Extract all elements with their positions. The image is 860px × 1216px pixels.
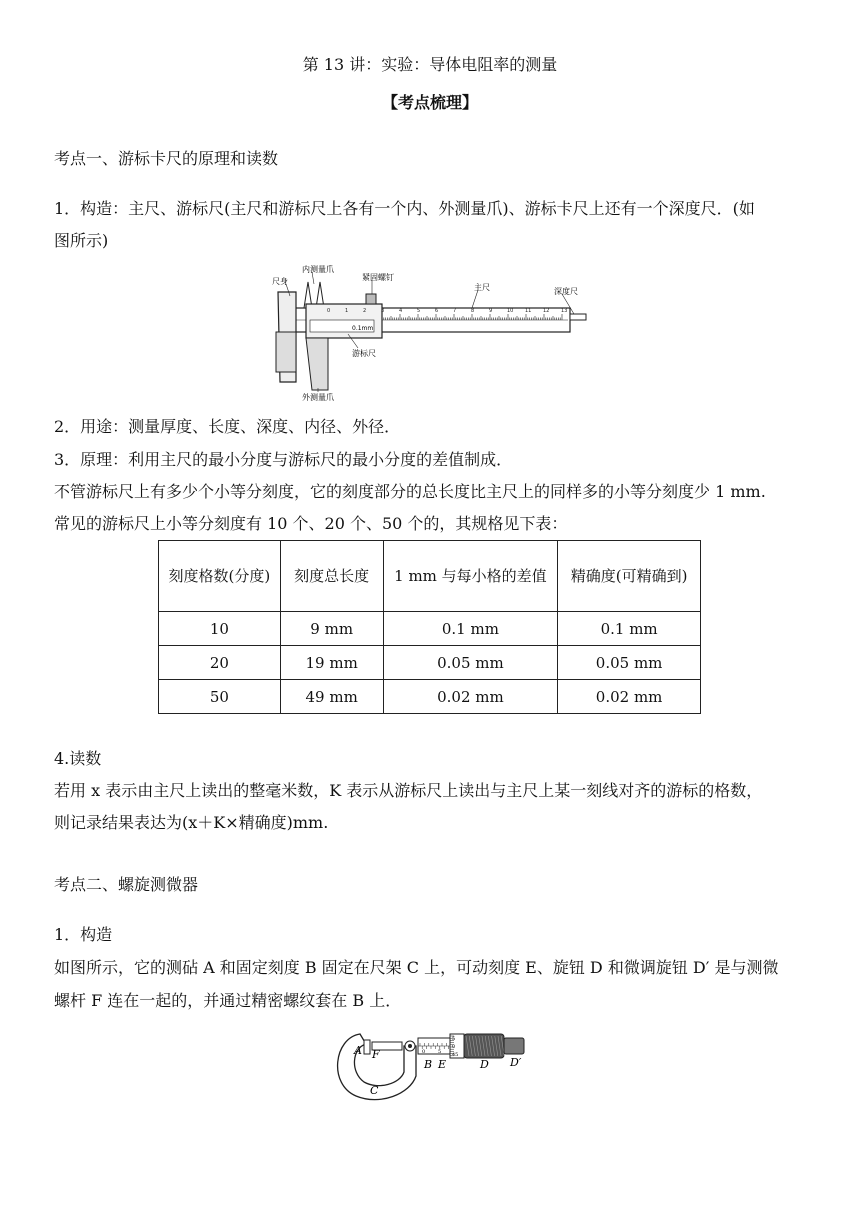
table-cell: 9 mm	[280, 612, 383, 646]
main-scale-number: 11	[525, 308, 532, 314]
reading-heading: 4.读数	[54, 749, 102, 768]
thimble-number: 45	[452, 1052, 459, 1058]
main-scale-number: 6	[435, 308, 439, 314]
table-cell: 0.1 mm	[383, 612, 558, 646]
main-scale-number: 9	[489, 308, 493, 314]
table-cell: 20	[159, 646, 281, 680]
main-scale-number: 8	[471, 308, 475, 314]
main-scale-number: 5	[417, 308, 421, 314]
reading-line1: 若用 x 表示由主尺上读出的整毫米数，K 表示从游标尺上读出与主尺上某一刻线对齐的游标的格数，	[54, 781, 763, 800]
page-title: 第 13 讲：实验：导体电阻率的测量	[302, 55, 558, 74]
vernier-spec-table	[158, 540, 701, 714]
micrometer-paragraph-line2: 螺杆 F 连在一起的，并通过精密螺纹套在 B 上．	[54, 991, 402, 1010]
table-cell: 0.02 mm	[383, 680, 558, 714]
table-cell: 0.1 mm	[558, 612, 701, 646]
main-scale-number: 2	[363, 308, 367, 314]
paragraph-structure-line2: 图所示)	[54, 231, 109, 250]
caliper-label-screw: 紧固螺钉	[362, 273, 394, 282]
caliper-label-inner-jaw: 内测量爪	[302, 265, 334, 274]
sleeve-number: 0	[422, 1049, 426, 1055]
table-cell: 0.05 mm	[383, 646, 558, 680]
table-header-cell: 1 mm 与每小格的差值	[383, 541, 558, 612]
table-cell: 50	[159, 680, 281, 714]
caliper-label-vernier: 游标尺	[352, 349, 376, 358]
main-scale-number: 10	[507, 308, 514, 314]
paragraph-principle: 3．原理：利用主尺的最小分度与游标尺的最小分度的差值制成．	[54, 450, 513, 469]
main-scale-number: 7	[453, 308, 457, 314]
micrometer-label-E: E	[438, 1058, 447, 1071]
table-cell: 0.02 mm	[558, 680, 701, 714]
table-cell: 19 mm	[280, 646, 383, 680]
caliper-label-body: 尺身	[272, 277, 288, 286]
section1-heading: 考点一、游标卡尺的原理和读数	[54, 149, 279, 168]
main-scale-number: 0	[327, 308, 331, 314]
table-cell: 0.05 mm	[558, 646, 701, 680]
table-header-cell: 刻度总长度	[280, 541, 383, 612]
main-scale-number: 4	[399, 308, 403, 314]
table-row	[159, 646, 701, 680]
micrometer-label-B: B	[424, 1058, 433, 1071]
vernier-caliper-figure	[268, 262, 588, 402]
reading-line2: 则记录结果表达为(x＋K×精确度)mm.	[54, 813, 329, 832]
table-row	[159, 612, 701, 646]
paragraph-table-intro: 常见的游标尺上小等分刻度有 10 个、20 个、50 个的，其规格见下表：	[54, 514, 568, 533]
table-header-cell: 精确度(可精确到)	[558, 541, 701, 612]
caliper-label-depth-rod: 深度尺	[554, 287, 578, 296]
micrometer-label-D: D	[480, 1058, 489, 1071]
micrometer-label-C: C	[370, 1084, 379, 1097]
micrometer-figure	[330, 1024, 540, 1108]
table-cell: 10	[159, 612, 281, 646]
table-cell: 49 mm	[280, 680, 383, 714]
thimble-number: 0	[452, 1044, 456, 1050]
table-header-row	[159, 541, 701, 612]
thimble-number: 5	[452, 1036, 456, 1042]
table-header-cell: 刻度格数(分度)	[159, 541, 281, 612]
micrometer-structure-heading: 1．构造	[54, 925, 113, 944]
main-scale-number: 1	[345, 308, 349, 314]
micrometer-label-F: F	[372, 1048, 380, 1061]
caliper-precision-label: 0.1mm	[352, 325, 374, 332]
caliper-label-main-scale: 主尺	[474, 283, 490, 292]
section-subtitle: 【考点梳理】	[381, 93, 478, 112]
paragraph-principle-detail: 不管游标尺上有多少个小等分刻度，它的刻度部分的总长度比主尺上的同样多的小等分刻度少 1 mm.	[54, 482, 766, 501]
micrometer-label-A: A	[354, 1044, 362, 1057]
sleeve-number: 5	[438, 1049, 442, 1055]
section2-heading: 考点二、螺旋测微器	[54, 875, 199, 894]
table-row	[159, 680, 701, 714]
paragraph-use: 2．用途：测量厚度、长度、深度、内径、外径．	[54, 417, 401, 436]
caliper-label-outer-jaw: 外测量爪	[302, 393, 334, 402]
micrometer-paragraph-line1: 如图所示，它的测砧 A 和固定刻度 B 固定在尺架 C 上，可动刻度 E、旋钮 D 和微调旋钮 D′ 是与测微	[54, 958, 779, 977]
main-scale-number: 3	[381, 308, 385, 314]
paragraph-structure-line1: 1．构造：主尺、游标尺(主尺和游标尺上各有一个内、外测量爪)、游标卡尺上还有一个深度尺．(如	[54, 199, 755, 218]
main-scale-number: 12	[543, 308, 550, 314]
main-scale-number: 13	[561, 308, 568, 314]
micrometer-label-D-prime: D′	[510, 1056, 522, 1069]
